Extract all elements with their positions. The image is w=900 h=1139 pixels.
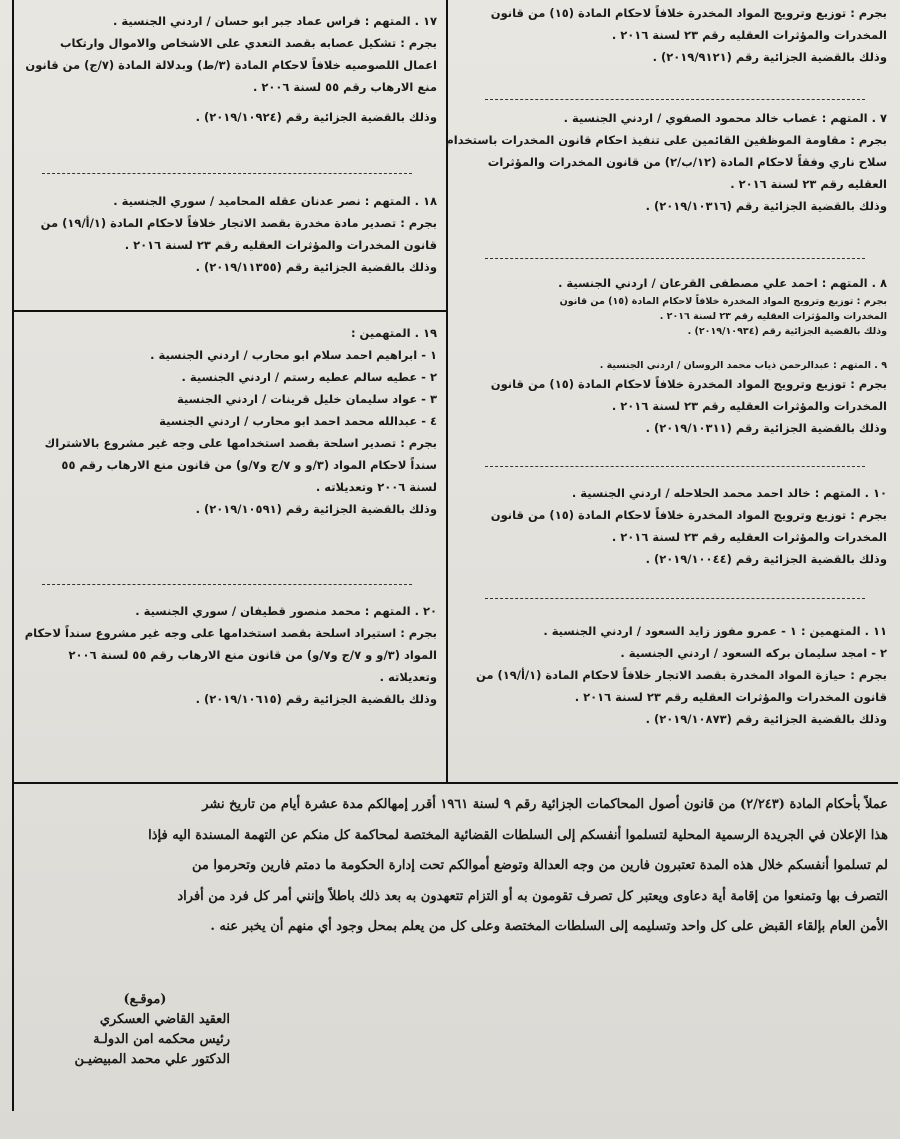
legal-notice: [22, 790, 888, 943]
entry-separator: [485, 598, 865, 599]
text-line: قانون المخدرات والمؤثرات العقليه رقم ٢٣ لسنة ٢٠١٦ .: [124, 238, 437, 252]
text-line: قانون المخدرات والمؤثرات العقليه رقم ٢٣ لسنة ٢٠١٦ .: [574, 690, 887, 704]
charge-6-entry: [455, 2, 887, 68]
text-line: وذلك بالقضية الجزائية رقم (٢٠١٩/١٠٣١٦) .: [645, 199, 887, 213]
signer-title: رئيس محكمه امن الدولـة: [93, 1032, 230, 1047]
accused-9-entry: [455, 358, 887, 439]
accused-8-entry: [455, 272, 887, 339]
text-line: ٢٠ . المتهم : محمد منصور قطيفان / سوري الجنسية .: [135, 604, 437, 618]
text-line: منع الارهاب رقم ٥٥ لسنة ٢٠٠٦ .: [252, 80, 437, 94]
text-line: المخدرات والمؤثرات العقليه رقم ٢٣ لسنة ٢٠١٦ .: [611, 399, 887, 413]
signer-rank: العقيد القاضي العسكري: [99, 1012, 230, 1027]
text-line: وذلك بالقضية الجزائية رقم (٢٠١٩/١٠٦١٥) .: [195, 692, 437, 706]
accused-10-entry: [455, 482, 887, 570]
text-line: ٢ - عطيه سالم عطيه رستم / اردني الجنسية .: [181, 370, 437, 384]
column-divider: [446, 0, 448, 782]
text-line: ١١ . المتهمين : ١ - عمرو مفوز زايد السعود / اردني الجنسية .: [543, 624, 887, 638]
text-line: بجرم : تصدير مادة مخدرة بقصد الاتجار خلافاً لاحكام المادة (١/أ/١٩) من: [40, 216, 437, 230]
left-column-rule: [14, 310, 446, 312]
text-line: ٩ . المتهم : عبدالرحمن ذياب محمد الروسان / اردني الجنسية .: [599, 360, 887, 371]
text-line: بجرم : تشكيل عصابه بقصد التعدي على الاشخاص والاموال وارتكاب: [59, 36, 437, 50]
signer-name: الدكتور علي محمد المبيضيـن: [74, 1052, 230, 1067]
text-line: وذلك بالقضية الجزائية رقم (٢٠١٩/٩١٢١) .: [652, 50, 887, 64]
notice-line: التصرف بها وتمنعوا من إقامة أية دعاوى ويعتبر كل تصرف تقومون به أو التزام تتعهدون به بعد ذلك باطلاً وإنني أمر كل فرد من أفراد: [177, 888, 888, 904]
accused-20-entry: [22, 600, 437, 710]
text-line: اعمال اللصوصيه خلافاً لاحكام المادة (٣/ط) وبدلالة المادة (٧/ج) من قانون: [25, 58, 437, 72]
notice-line: الأمن العام بإلقاء القبض على كل واحد وتسليمه إلى السلطات المختصة وعلى كل من يعلم بمحل وجود أي منهم أن يخبر عنه .: [210, 919, 888, 934]
text-line: بجرم : توزيع وترويج المواد المخدرة خلافاً لاحكام المادة (١٥) من قانون: [490, 508, 887, 522]
text-line: وذلك بالقضية الجزائية رقم (٢٠١٩/١٠٠٤٤) .: [645, 552, 887, 566]
text-line: ٣ - عواد سليمان خليل قرينات / اردني الجنسية: [176, 392, 437, 406]
entry-separator: [42, 173, 412, 174]
accused-11-entry: [455, 620, 887, 730]
text-line: المخدرات والمؤثرات العقليه رقم ٢٣ لسنة ٢٠١٦ .: [659, 311, 887, 322]
accused-17-entry: [22, 10, 437, 128]
text-line: المواد (٣/و و ٧/ج و٧/و) من قانون منع الارهاب رقم ٥٥ لسنة ٢٠٠٦: [68, 648, 437, 662]
text-line: وذلك بالقضية الجزائية رقم (٢٠١٩/١٠٩٢٤) .: [195, 110, 437, 124]
notice-line: لم تسلموا أنفسكم خلال هذه المدة تعتبرون فارين من وجه العدالة وتوضع أموالكم تحت إدارة الحكومة ما دمتم فارين وتحرموا من: [192, 858, 888, 873]
text-line: المخدرات والمؤثرات العقليه رقم ٢٣ لسنة ٢٠١٦ .: [611, 530, 887, 544]
entry-separator: [42, 584, 412, 585]
text-line: وذلك بالقضية الجزائية رقم (٢٠١٩/١٠٣١١) .: [645, 421, 887, 435]
text-line: وذلك بالقضية الجزائية رقم (٢٠١٩/١٠٨٧٣) .: [645, 712, 887, 726]
accused-19-entry: [22, 322, 437, 520]
text-line: ١٩ . المتهمين :: [350, 326, 437, 340]
text-line: بجرم : توزيع وترويج المواد المخدرة خلافاً لاحكام المادة (١٥) من قانون: [490, 377, 887, 391]
text-line: سلاح ناري وفقاً لاحكام المادة (١٢/ب/٢) من قانون المخدرات والمؤثرات: [487, 155, 887, 169]
text-line: بجرم : توزيع وترويج المواد المخدرة خلافاً لاحكام المادة (١٥) من قانون: [490, 6, 887, 20]
text-line: وذلك بالقضية الجزائية رقم (٢٠١٩/١٠٩٣٤) .: [687, 326, 887, 337]
accused-18-entry: [22, 190, 437, 278]
text-line: المخدرات والمؤثرات العقليه رقم ٢٣ لسنة ٢٠١٦ .: [611, 28, 887, 42]
text-line: وتعديلاته .: [379, 670, 437, 684]
entry-separator: [485, 99, 865, 100]
text-line: بجرم : مقاومة الموظفين القائمين على تنفيذ احكام قانون المخدرات باستخدام: [445, 133, 887, 147]
signature-block: [60, 990, 230, 1070]
entry-separator: [485, 466, 865, 467]
entry-separator: [485, 258, 865, 259]
notice-line: هذا الإعلان في الجريدة الرسمية المحلية لتسلموا أنفسكم إلى السلطات القضائية المختصة لمحاكمة كل منكم عن التهمة المسندة اليه فإذا: [148, 827, 888, 843]
text-line: ١٨ . المتهم : نصر عدنان عقله المحاميد / سوري الجنسية .: [113, 194, 437, 208]
text-line: العقليه رقم ٢٣ لسنة ٢٠١٦ .: [730, 177, 887, 191]
text-line: بجرم : تصدير اسلحة بقصد استخدامها على وجه غير مشروع بالاشتراك: [44, 436, 437, 450]
text-line: بجرم : توزيع وترويج المواد المخدرة خلافاً لاحكام المادة (١٥) من قانون: [559, 296, 887, 307]
notice-line: عملاً بأحكام المادة (٢/٢٤٣) من قانون أصول المحاكمات الجزائية رقم ٩ لسنة ١٩٦١ أقرر إمهالكم مدة عشرة أيام من تاريخ نشر: [202, 797, 888, 812]
text-line: بجرم : حيازة المواد المخدرة بقصد الاتجار خلافاً لاحكام المادة (١/أ/١٩) من: [475, 668, 887, 682]
accused-7-entry: [445, 107, 887, 217]
columns-bottom-rule: [14, 782, 898, 784]
signed-label: (موقـع): [123, 992, 167, 1007]
text-line: بجرم : استيراد اسلحة بقصد استخدامها على وجه غير مشروع سنداً لاحكام: [24, 626, 437, 640]
text-line: ٧ . المتهم : غصاب خالد محمود الصفوي / اردني الجنسية .: [563, 111, 887, 125]
text-line: وذلك بالقضية الجزائية رقم (٢٠١٩/١٠٥٩١) .: [195, 502, 437, 516]
text-line: ١٧ . المتهم : فراس عماد جبر ابو حسان / اردني الجنسية .: [113, 14, 437, 28]
text-line: ١ - ابراهيم احمد سلام ابو محارب / اردني الجنسية .: [150, 348, 437, 362]
text-line: ٨ . المتهم : احمد علي مصطفى القرعان / اردني الجنسية .: [558, 276, 887, 290]
text-line: وذلك بالقضية الجزائية رقم (٢٠١٩/١١٣٥٥) .: [195, 260, 437, 274]
text-line: لسنة ٢٠٠٦ وتعديلاته .: [315, 480, 437, 494]
text-line: ٤ - عبدالله محمد احمد ابو محارب / اردني الجنسية: [159, 414, 437, 428]
text-line: سنداً لاحكام المواد (٣/و و ٧/ج و٧/و) من قانون منع الارهاب رقم ٥٥: [61, 458, 437, 472]
text-line: ١٠ . المتهم : خالد احمد محمد الحلاحله / اردني الجنسية .: [571, 486, 887, 500]
text-line: ٢ - امجد سليمان بركه السعود / اردني الجنسية .: [620, 646, 887, 660]
